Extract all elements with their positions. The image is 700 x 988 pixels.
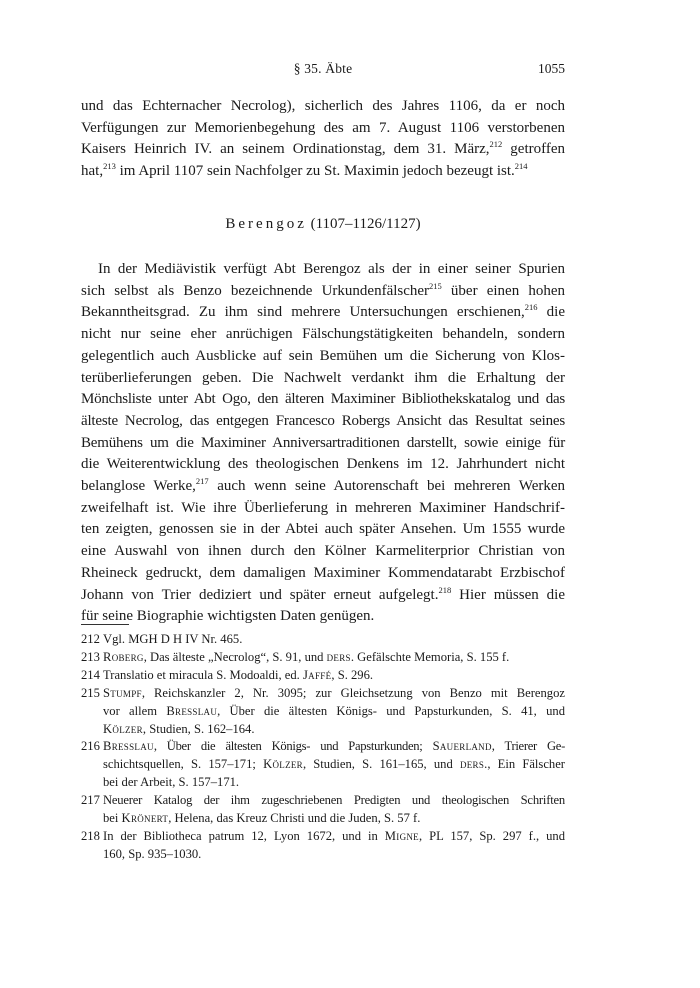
footnote-text: Vgl. MGH D H IV Nr. 465.: [103, 632, 243, 646]
text-line: eine Auswahl von ihnen durch den Kölner Karmeliterprior Christian von: [81, 543, 565, 560]
footnotes: [81, 631, 565, 864]
text-line: Verfügungen zur Memorienbegehung des am 7. August 1106 verstorbenen: [81, 119, 565, 136]
footnote-ref: 214: [514, 161, 528, 172]
text-line: Bemühens um die Maximiner Anniversartraditionen darstellt, sowie einige für: [81, 434, 565, 451]
footnote-216: 216 Bresslau, Über die ältesten Königs- und Papsturkunden; Sauerland, Trierer Ge- schichtsquellen, S. 157–171; Kölzer, Studien, S. 161–165, und ders., Ein Fälscher bei der Arbeit, S. 157–171.: [81, 739, 565, 790]
running-head: [81, 61, 565, 81]
text-line: Johann von Trier dediziert und später erneut aufgelegt.$^{218}$ Hier müssen die: [81, 584, 565, 603]
text-line: hat,$^{213}$ im April 1107 sein Nachfolger zu St. Maximin jedoch bezeugt ist.$^{214}$: [81, 161, 528, 180]
text-line: und das Echternacher Necrolog), sicherlich des Jahres 1106, da er noch: [81, 98, 565, 114]
text-line: Mönchsliste unter Abt Ogo, den älteren Maximiner Bibliothekskatalog und das: [81, 391, 565, 408]
text-line: terüberlieferungen geben. Die Nachwelt verdankt ihm die Erhaltung der: [81, 369, 565, 386]
text-line: nicht nur seine eher anrüchigen Fälschungstätigkeiten behandeln, sondern: [81, 326, 565, 343]
text-line: Bekanntheitsgrad. Zu ihm sind mehrere Untersuchungen erschienen,$^{216}$ die: [81, 302, 565, 321]
footnote-215: 215 Stumpf, Reichskanzler 2, Nr. 3095; zur Gleichsetzung von Benzo mit Berengoz vor allem Bresslau, Über die ältesten Königs- und Papsturkunden, S. 41, und Kölzer, Studien, S. 162–164.: [81, 685, 565, 736]
footnote-divider: [81, 624, 129, 625]
paragraph-continued: [81, 96, 565, 183]
footnote-ref: 217: [195, 476, 209, 487]
text-line: Rheineck gedruckt, dem damaligen Maximiner Kommendatarabt Erzbischof: [81, 564, 565, 581]
footnote-217: 217 Neuerer Katalog der ihm zugeschriebenen Predigten und theologischen Schriften bei Krönert, Helena, das Kreuz Christi und die Juden, S. 57 f.: [81, 793, 565, 826]
footnote-214: 214 Translatio et miracula S. Modoaldi, ed. Jaffé, S. 296.: [81, 667, 565, 685]
footnote-number: 218: [81, 828, 100, 843]
footnote-number: 212: [81, 632, 100, 646]
text-line: für seine Biographie wichtigsten Daten genügen.: [81, 608, 375, 625]
abbot-name: Berengoz: [225, 216, 307, 232]
text-line: In der Mediävistik verfügt Abt Berengoz als der in einer seiner Spurien: [98, 261, 565, 277]
text-line: zweifelhaft ist. Wie ihre Überlieferung in mehreren Maximiner Handschrif-: [81, 499, 565, 516]
footnote-number: 215: [81, 685, 100, 700]
footnote-number: 214: [81, 667, 100, 682]
footnote-number: 216: [81, 739, 100, 754]
text-line: sich selbst als Benzo bezeichnende Urkundenfälscher$^{215}$ über einen hohen: [81, 280, 565, 299]
footnote-213: 213 Roberg, Das älteste „Necrolog“, S. 91, und ders. Gefälschte Memoria, S. 155 f.: [81, 649, 565, 667]
text-line: Kaisers Heinrich IV. an seinem Ordinationstag, dem 31. März,$^{212}$ getroffen: [81, 139, 565, 158]
page-number: 1055: [538, 61, 565, 76]
footnote-number: 217: [81, 793, 100, 808]
text-line: ten zeigten, genossen sie in der Abtei auch später Ansehen. Um 1555 wurde: [81, 521, 565, 538]
text-line: älteste Necrolog, das entgegen Francesco Robergs Ansicht das Resultat seines: [81, 412, 565, 429]
footnote-ref: 213: [103, 161, 116, 172]
footnote-ref: 218: [438, 584, 452, 595]
abbot-years: (1107–1126/1127): [310, 216, 421, 232]
footnote-number: 213: [81, 649, 100, 664]
footnote-ref: 216: [524, 302, 538, 313]
text-line: die Weiterentwicklung des theologischen Denkens im 12. Jahrhundert nicht: [81, 456, 565, 473]
text-line: gelegentlich auch Ausblicke auf sein Bemühen um die Sicherung von Klos-: [81, 347, 565, 364]
footnote-ref: 212: [489, 139, 503, 150]
paragraph-main: [81, 259, 565, 628]
footnote-212: [81, 631, 565, 649]
footnote-ref: 215: [429, 280, 442, 291]
section-heading: [81, 216, 565, 233]
text-line: belanglose Werke,$^{217}$ auch wenn seine Autorenschaft bei mehreren Werken: [81, 476, 565, 495]
footnote-218: 218 In der Bibliotheca patrum 12, Lyon 1672, und in Migne, PL 157, Sp. 297 f., und 160, Sp. 935–1030.: [81, 828, 566, 861]
section-title: § 35. Äbte: [293, 61, 353, 76]
